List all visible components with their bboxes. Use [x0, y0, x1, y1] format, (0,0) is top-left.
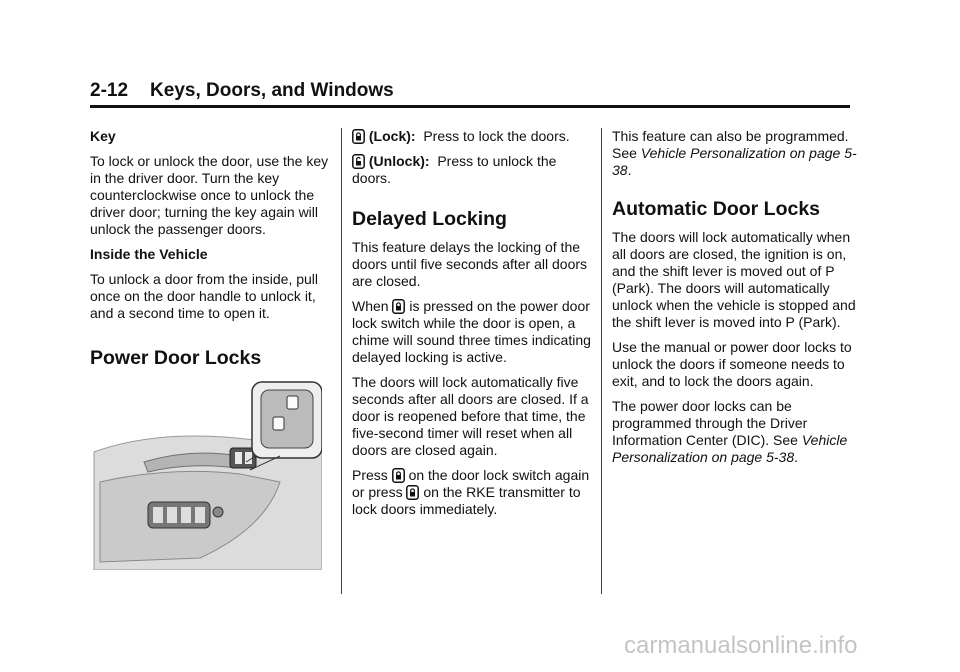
delayed-paragraph-2-start: When: [352, 298, 389, 314]
automatic-paragraph-3-text: The power door locks can be programmed through the Driver Information Center (DIC). See: [612, 398, 808, 448]
unlock-description: Press to unlock the doors.: [352, 153, 557, 186]
lock-icon: [392, 299, 405, 314]
unlock-icon: [352, 154, 365, 169]
inside-paragraph: To unlock a door from the inside, pull once on the door handle to unlock it, and a second time to open it.: [90, 271, 319, 321]
cross-reference-link[interactable]: Vehicle Personalization on page 5-38: [612, 145, 857, 178]
page-header: [90, 80, 850, 108]
key-paragraph: To lock or unlock the door, use the key in the driver door. Turn the key counterclockwise once to unlock the driver door; turning the key again will unlock the passenger doors.: [90, 153, 329, 237]
automatic-paragraph-2: Use the manual or power door locks to unlock the doors if someone needs to exit, and to lock the doors again.: [612, 339, 852, 389]
chapter-title: Keys, Doors, and Windows: [150, 80, 394, 101]
delayed-paragraph-4-middle: on the door lock switch again or press: [352, 467, 590, 500]
column-divider: [601, 128, 602, 594]
page-number: 2-12: [90, 80, 129, 101]
column-2: [352, 128, 592, 526]
unlock-term: (Unlock):: [368, 153, 430, 169]
automatic-paragraph-1: The doors will lock automatically when all doors are closed, the ignition is on, and the shift lever is moved out of P (Park). The doors will automatically unlock when the vehicle is stopped and the shift lever is moved into P (Park).: [612, 229, 856, 330]
lock-icon: [352, 129, 365, 144]
lock-icon: [392, 468, 405, 483]
watermark: carmanualsonline.info: [624, 632, 858, 659]
section-title-delayed-locking: Delayed Locking: [352, 208, 507, 230]
delayed-paragraph-3: The doors will lock automatically five seconds after all doors are closed. If a door is reopened before that time, the five-second timer will reset when all doors are closed again.: [352, 374, 589, 458]
delayed-paragraph-4: [352, 467, 592, 518]
programming-paragraph: This feature can also be programmed. See Vehicle Personalization on page 5-38.: [612, 128, 857, 178]
inside-heading: Inside the Vehicle: [90, 246, 208, 262]
delayed-paragraph-1: This feature delays the locking of the doors until five seconds after all doors are closed.: [352, 239, 588, 289]
lock-icon: [406, 485, 419, 500]
lock-definition: [352, 128, 592, 145]
door-lock-illustration: [90, 378, 322, 570]
column-1: [90, 128, 330, 570]
section-title-power-door-locks: Power Door Locks: [90, 347, 262, 369]
section-title-automatic-door-locks: Automatic Door Locks: [612, 198, 821, 220]
programming-text: This feature can also be programmed. See: [612, 128, 849, 161]
delayed-paragraph-2-end: is pressed on the power door lock switch while the door is open, a chime will sound three times indicating delayed locking is active.: [352, 298, 591, 365]
key-heading: Key: [90, 128, 116, 144]
lock-term: (Lock):: [368, 128, 416, 144]
column-3: [612, 128, 857, 474]
delayed-paragraph-4-start: Press: [352, 467, 388, 483]
cross-reference-link[interactable]: Vehicle Personalization on page 5-38: [612, 432, 848, 465]
header-rule: [90, 105, 850, 108]
delayed-paragraph-4-end: on the RKE transmitter to lock doors immediately.: [352, 484, 581, 517]
unlock-definition: [352, 153, 592, 187]
delayed-paragraph-2: [352, 298, 592, 366]
page-title: [90, 80, 850, 102]
column-divider: [341, 128, 342, 594]
lock-description: Press to lock the doors.: [423, 128, 570, 144]
automatic-paragraph-3: The power door locks can be programmed through the Driver Information Center (DIC). See Vehicle Personalization on page 5-38.: [612, 398, 848, 465]
